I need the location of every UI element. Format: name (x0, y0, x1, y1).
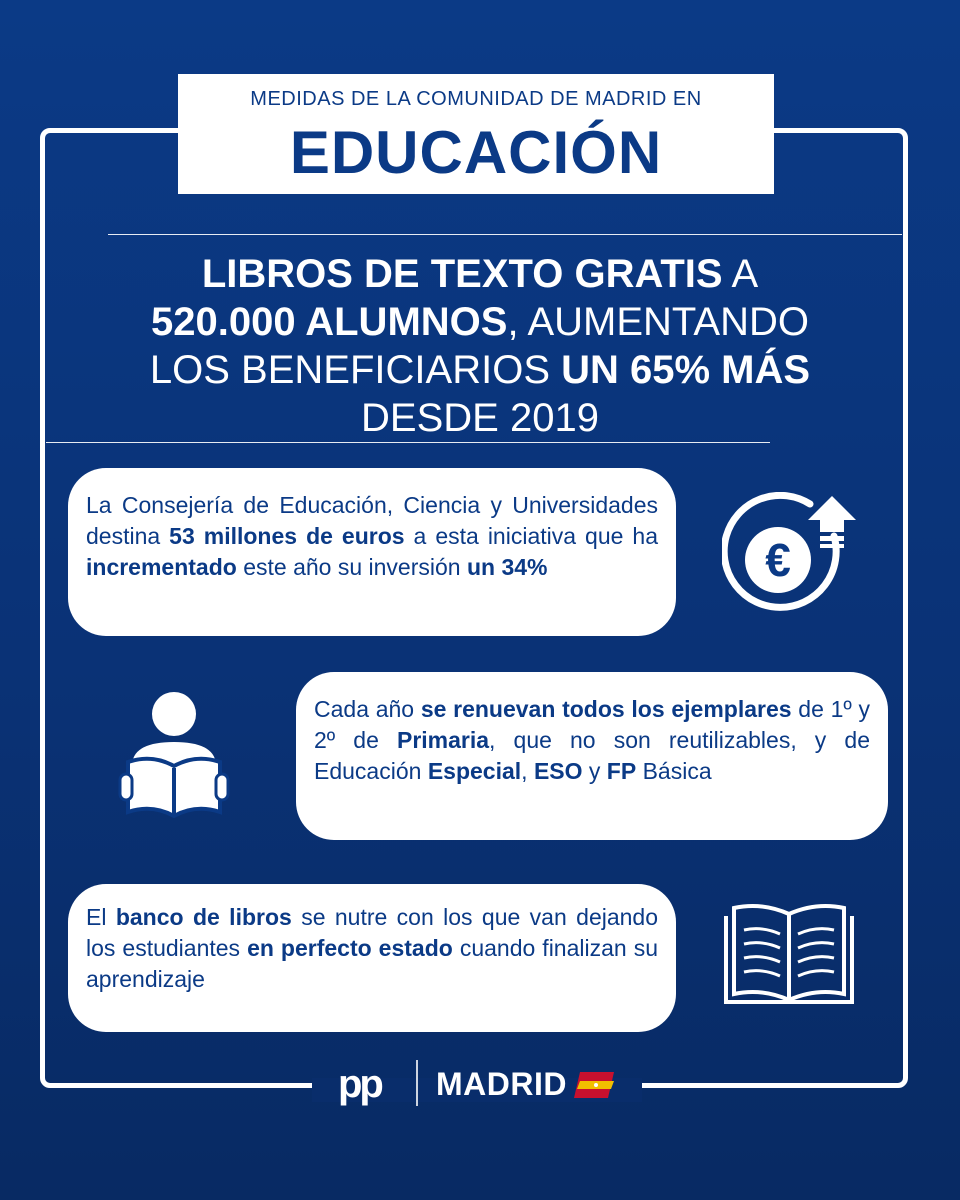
headline-bold-3: UN 65% MÁS (561, 348, 811, 392)
divider-top (108, 234, 902, 235)
card2-text-2: de 1º y 2º de (314, 696, 870, 753)
card2-text-3: , que no son reutilizables, y de Educación (314, 727, 870, 784)
svg-text:€: € (765, 534, 791, 586)
card2-bold-1: se renuevan todos los ejemplares (420, 696, 792, 722)
card2-bold-5: FP (606, 758, 637, 784)
footer-logos (330, 1058, 630, 1110)
info-card-funding (68, 468, 676, 636)
card3-text-2: se nutre con los que van dejando los estudiantes (86, 904, 659, 961)
headline (60, 250, 900, 442)
card3-bold-2: en perfecto estado (247, 935, 453, 961)
pp-logo: pp (338, 1062, 381, 1106)
card3-text-3: cuando finalizan su aprendizaje (86, 935, 659, 992)
headline-bold-2: 520.000 ALUMNOS (151, 300, 508, 344)
card2-bold-2: Primaria (396, 727, 490, 753)
title-box (178, 74, 774, 194)
divider-bottom (46, 442, 770, 443)
madrid-logo: MADRID (436, 1066, 567, 1102)
headline-text-4: DESDE 2019 (361, 396, 599, 440)
headline-line-2 (60, 298, 900, 346)
headline-line-1 (60, 250, 900, 298)
card1-bold-2: incrementado (86, 554, 237, 580)
card2-text-1: Cada año (314, 696, 421, 722)
card1-bold-1: 53 millones de euros (169, 523, 405, 549)
card2-text-5: y (582, 758, 607, 784)
madrid-flag-icon (574, 1072, 614, 1098)
person-reading-icon (118, 690, 230, 820)
card1-text-1: La Consejería de Educación, Ciencia y Universidades destina (86, 492, 658, 549)
card1-bold-3: un 34% (466, 554, 548, 580)
open-book-icon (722, 900, 856, 1008)
info-card-book-bank (68, 884, 676, 1032)
headline-line-4 (60, 394, 900, 442)
headline-text-3: LOS BENEFICIARIOS (149, 348, 562, 392)
headline-text-2: , AUMENTANDO (507, 300, 809, 344)
headline-text-1: A (722, 252, 759, 296)
headline-line-3 (60, 346, 900, 394)
card1-text-2: a esta iniciativa que ha (404, 523, 658, 549)
footer-divider (416, 1060, 418, 1106)
card2-text-6: Básica (636, 758, 712, 784)
headline-bold-1: LIBROS DE TEXTO GRATIS (201, 252, 723, 296)
card2-bold-3: Especial (427, 758, 522, 784)
card3-bold-1: banco de libros (115, 904, 292, 930)
euro-growth-icon (722, 492, 858, 616)
info-card-renewal (296, 672, 888, 840)
page-title: EDUCACIÓN (289, 119, 663, 186)
card2-text-4: , (521, 758, 534, 784)
card3-text-1: El (86, 904, 116, 930)
title-pretitle: MEDIDAS DE LA COMUNIDAD DE MADRID EN (250, 88, 702, 110)
card2-bold-4: ESO (533, 758, 583, 784)
card1-text-3: este año su inversión (236, 554, 467, 580)
